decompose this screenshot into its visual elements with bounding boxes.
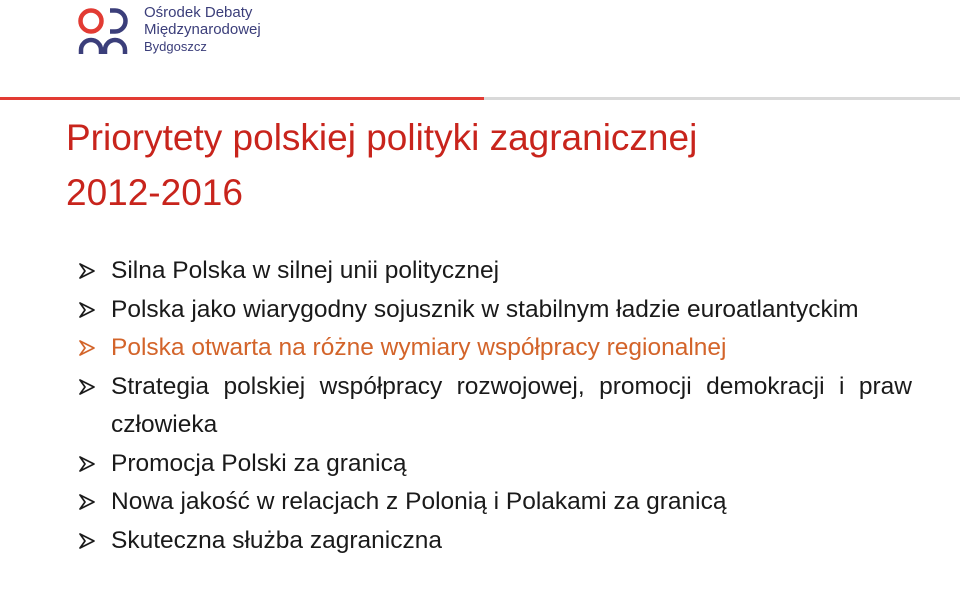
slide-title-line-2: 2012-2016 xyxy=(66,172,243,213)
slide-title-line-1: Priorytety polskiej polityki zagranicznej xyxy=(66,117,698,158)
bullet-item xyxy=(78,252,912,291)
organization-logo xyxy=(78,4,298,58)
arrow-bullet-icon xyxy=(78,378,96,396)
bullet-text: Strategia polskiej współpracy rozwojowej, promocji demokracji i praw człowieka xyxy=(111,372,912,438)
arrow-bullet-icon xyxy=(78,493,96,511)
bullet-item xyxy=(78,483,912,522)
header-rule xyxy=(0,97,960,100)
arrow-bullet-icon xyxy=(78,455,96,473)
bullet-text: Nowa jakość w relacjach z Polonią i Polakami za granicą xyxy=(111,488,727,515)
bullet-item xyxy=(78,291,912,330)
logo-text xyxy=(144,4,261,55)
bullet-item xyxy=(78,445,912,484)
bullet-item xyxy=(78,368,912,445)
bullet-text: Promocja Polski za granicą xyxy=(111,449,407,477)
bullet-item xyxy=(78,329,912,368)
bullet-text: Polska otwarta na różne wymiary współpracy regionalnej xyxy=(111,334,727,361)
bullet-list xyxy=(78,252,912,560)
odm-logo-icon xyxy=(78,4,138,58)
bullet-text: Polska jako wiarygodny sojusznik w stabilnym ładzie euroatlantyckim xyxy=(111,295,859,323)
arrow-bullet-icon xyxy=(78,262,96,280)
bullet-text: Skuteczna służba zagraniczna xyxy=(111,526,442,554)
logo-line-1: Ośrodek Debaty xyxy=(144,4,253,21)
bullet-item xyxy=(78,522,912,561)
arrow-bullet-icon xyxy=(78,301,96,319)
logo-line-2: Międzynarodowej xyxy=(144,21,261,38)
slide-title xyxy=(66,110,926,220)
arrow-bullet-icon xyxy=(78,532,96,550)
header-rule-red xyxy=(0,97,484,100)
bullet-text: Silna Polska w silnej unii politycznej xyxy=(111,257,500,284)
logo-line-3: Bydgoszcz xyxy=(144,39,207,54)
arrow-bullet-icon xyxy=(78,339,96,357)
header-rule-gray xyxy=(484,97,960,100)
